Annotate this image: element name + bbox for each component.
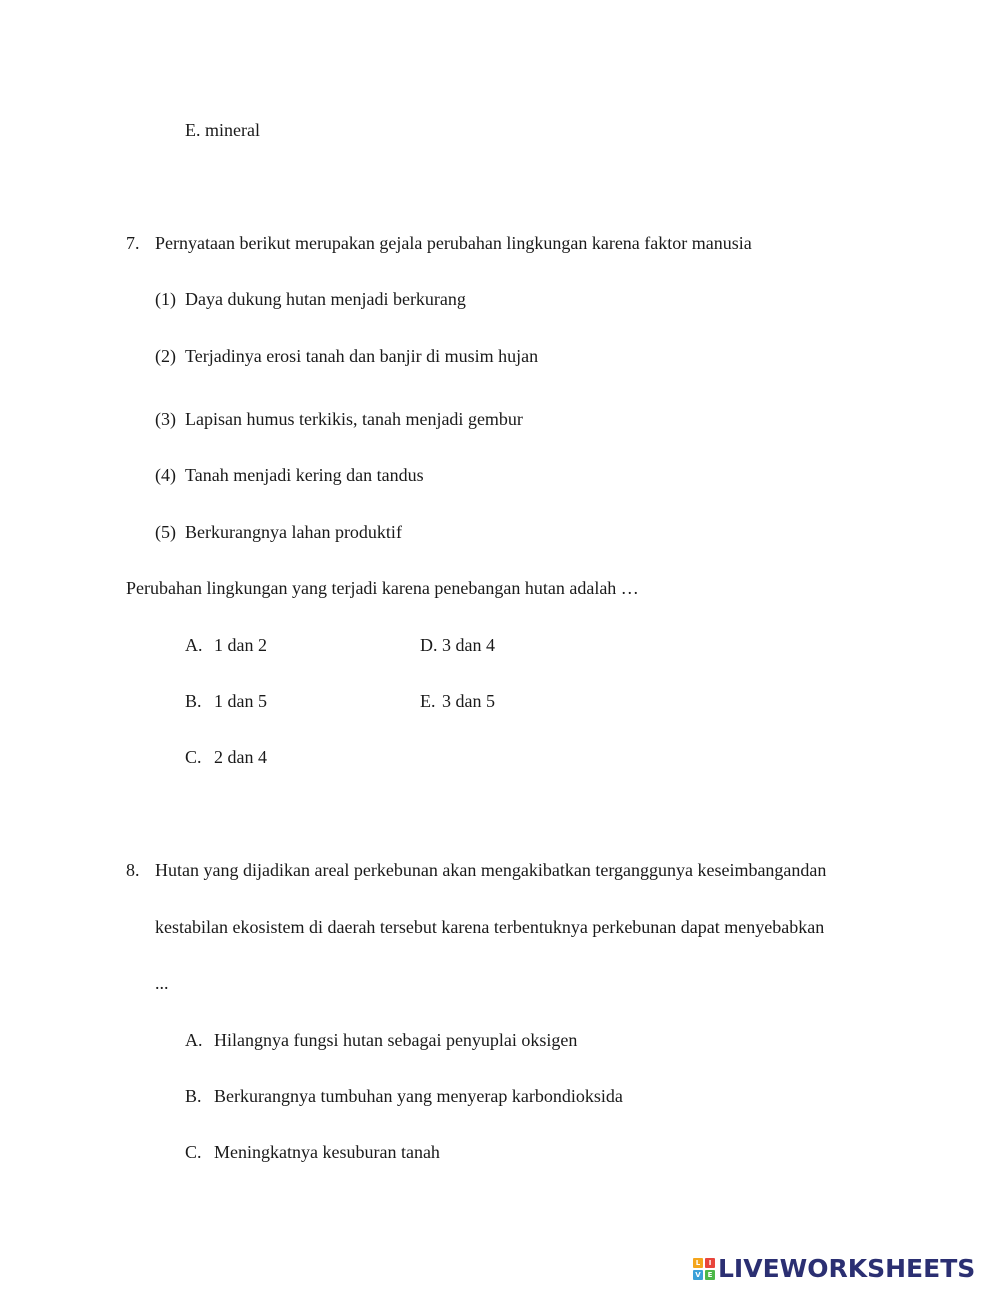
option-letter: A. xyxy=(185,1030,203,1050)
q8-option-c[interactable] xyxy=(185,1141,440,1163)
statement-text: Daya dukung hutan menjadi berkurang xyxy=(185,289,466,309)
question-8-stem xyxy=(126,859,826,881)
q7-option-b[interactable] xyxy=(185,690,267,712)
option-text: 2 dan 4 xyxy=(214,747,267,767)
question-8-stem-line-2: kestabilan ekosistem di daerah tersebut karena terbentuknya perkebunan dapat menyebabkan xyxy=(155,917,825,937)
logo-letter: L xyxy=(693,1258,703,1268)
option-letter: D. xyxy=(420,635,438,655)
option-letter: E. xyxy=(420,691,436,711)
statement-text: Tanah menjadi kering dan tandus xyxy=(185,465,424,485)
q7-option-d[interactable] xyxy=(420,634,495,656)
q7-option-a[interactable] xyxy=(185,634,267,656)
statement-2 xyxy=(155,345,538,367)
option-text: 3 dan 4 xyxy=(442,635,495,655)
option-text: 1 dan 5 xyxy=(214,691,267,711)
statement-number: (1) xyxy=(155,289,176,309)
question-8-stem-line-3: ... xyxy=(155,973,169,993)
statement-5 xyxy=(155,521,402,543)
option-letter: B. xyxy=(185,691,202,711)
question-7-stem xyxy=(126,232,752,254)
option-text: 3 dan 5 xyxy=(442,691,495,711)
statement-number: (3) xyxy=(155,409,176,429)
option-letter: C. xyxy=(185,747,202,767)
statement-number: (5) xyxy=(155,522,176,542)
statement-3 xyxy=(155,408,523,430)
logo-mark-icon xyxy=(693,1258,715,1280)
logo-letter: I xyxy=(705,1258,715,1268)
question-text: Hutan yang dijadikan areal perkebunan akan mengakibatkan terganggunya keseimbangandan xyxy=(155,860,827,880)
statement-number: (4) xyxy=(155,465,176,485)
logo-letter: V xyxy=(693,1270,703,1280)
option-letter: E. xyxy=(185,120,201,140)
prev-option-e xyxy=(185,119,260,141)
q7-option-e[interactable] xyxy=(420,690,495,712)
question-number: 7. xyxy=(126,233,140,253)
option-text: 1 dan 2 xyxy=(214,635,267,655)
option-letter: A. xyxy=(185,635,203,655)
option-text: Meningkatnya kesuburan tanah xyxy=(214,1142,440,1162)
statement-1 xyxy=(155,288,466,310)
option-text: mineral xyxy=(205,120,260,140)
q7-option-c[interactable] xyxy=(185,746,267,768)
option-text: Berkurangnya tumbuhan yang menyerap karbondioksida xyxy=(214,1086,623,1106)
q8-option-b[interactable] xyxy=(185,1085,623,1107)
option-letter: C. xyxy=(185,1142,202,1162)
statement-number: (2) xyxy=(155,346,176,366)
option-text: Hilangnya fungsi hutan sebagai penyuplai oksigen xyxy=(214,1030,578,1050)
option-letter: B. xyxy=(185,1086,202,1106)
statement-text: Terjadinya erosi tanah dan banjir di musim hujan xyxy=(185,346,539,366)
logo-text: LIVEWORKSHEETS xyxy=(718,1254,976,1283)
statement-text: Berkurangnya lahan produktif xyxy=(185,522,402,542)
logo-letter: E xyxy=(705,1270,715,1280)
question-number: 8. xyxy=(126,860,140,880)
q8-option-a[interactable] xyxy=(185,1029,577,1051)
question-text: Pernyataan berikut merupakan gejala perubahan lingkungan karena faktor manusia xyxy=(155,233,752,253)
statement-text: Lapisan humus terkikis, tanah menjadi gembur xyxy=(185,409,523,429)
liveworksheets-logo xyxy=(693,1254,975,1284)
question-7-prompt: Perubahan lingkungan yang terjadi karena penebangan hutan adalah … xyxy=(126,578,639,598)
statement-4 xyxy=(155,464,424,486)
